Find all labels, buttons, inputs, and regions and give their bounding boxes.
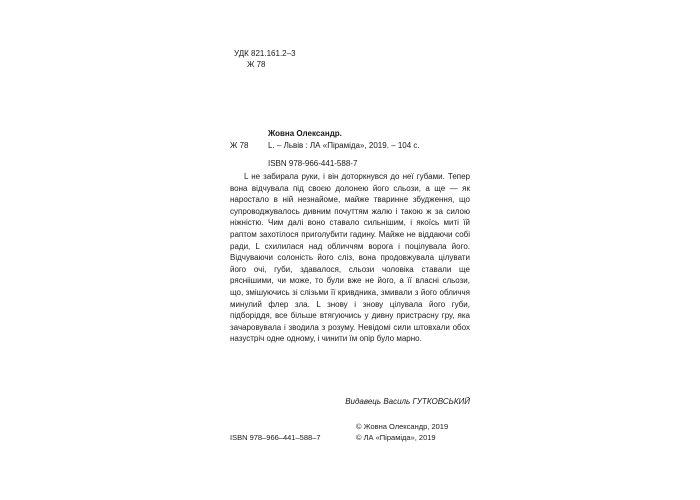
bib-author: Жовна Олександр. <box>268 129 342 138</box>
publisher-line: Видавець Василь ГУТКОВСЬКИЙ <box>345 397 470 406</box>
copyright-publisher: © ЛА «Піраміда», 2019 <box>356 433 436 442</box>
udk-code: УДК 821.161.2–3 <box>234 49 296 58</box>
bib-code: Ж 78 <box>230 141 249 150</box>
copyright-block <box>356 421 448 443</box>
bib-code-spacer <box>230 128 268 140</box>
author-sign: Ж 78 <box>247 60 266 69</box>
copyright-author: © Жовна Олександр, 2019 <box>356 422 449 431</box>
bib-title: L. – Львів : ЛА «Піраміда», 2019. – 104 с. <box>268 141 420 150</box>
isbn-bottom: ISBN 978–966–441–588–7 <box>230 433 321 442</box>
udk-block <box>234 48 296 70</box>
bibliographic-record <box>230 128 470 170</box>
bib-isbn: ISBN 978-966-441-588-7 <box>268 159 358 168</box>
annotation-text: L не забирала руки, і він доторкнувся до неї губами. Тепер вона відчувала під своєю долонею його сльози, а ще — як наростало в ній незнайоме, майже тваринне збудження, що супроводжувалось дивним почуттям жалю і такою ж за силою ніжністю. Чим далі воно ставало сильнішим, і якоїсь миті їй раптом захотілося приголубити гадину. Майже не віддаючи собі ради, L схилилася над обличчям ворога і поцілувала його. Відчуваючи солоність його сліз, вона продовжувала цілувати його очі, губи, здавалося, сльози чоловіка ставали ще рясніішими, чи може, то були вже не його, а її власні сльози, що, змішуючись зі слізьми її кривдника, змивали з його обличчя минулий флер зла. L знову і знову цілувала його губи, підборіддя, все більше втягуючись у дивну пристрасну гру, яка зачаровувала і зводила з розуму. Невідомі сили штовхали обох назустріч одне одному, і чинити їм опір було марно. <box>230 172 470 344</box>
